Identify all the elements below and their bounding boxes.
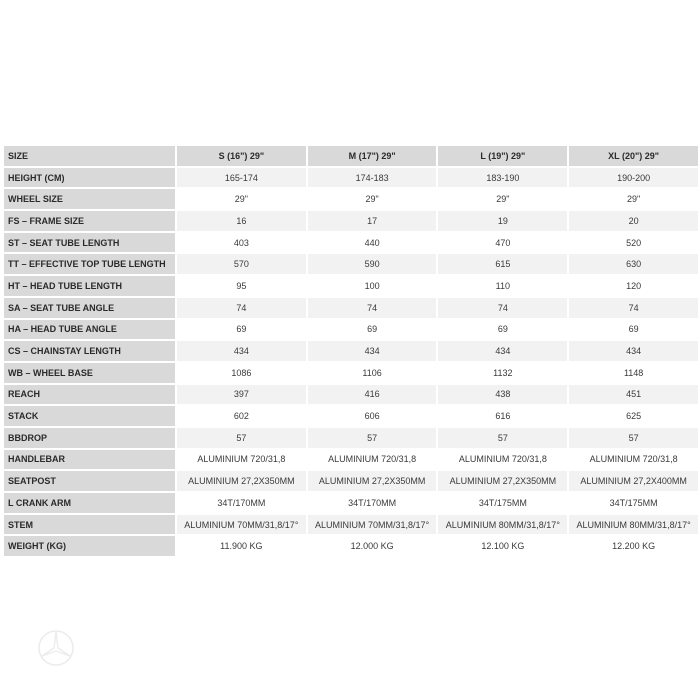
row-label: STACK <box>4 406 175 426</box>
table-cell: 602 <box>177 406 306 426</box>
table-row <box>4 493 698 513</box>
row-label: FS – FRAME SIZE <box>4 211 175 231</box>
table-cell: 434 <box>308 341 437 361</box>
table-cell: 416 <box>308 385 437 405</box>
header-size-label: SIZE <box>4 146 175 166</box>
table-cell: 1148 <box>569 363 698 383</box>
table-cell: 165-174 <box>177 168 306 188</box>
table-cell: 440 <box>308 233 437 253</box>
table-cell: ALUMINIUM 27,2X350MM <box>438 471 567 491</box>
table-cell: 403 <box>177 233 306 253</box>
table-cell: ALUMINIUM 70MM/31,8/17° <box>308 515 437 535</box>
row-label: BBDROP <box>4 428 175 448</box>
table-row <box>4 515 698 535</box>
row-label: CS – CHAINSTAY LENGTH <box>4 341 175 361</box>
table-cell: 1086 <box>177 363 306 383</box>
table-cell: ALUMINIUM 70MM/31,8/17° <box>177 515 306 535</box>
row-label: REACH <box>4 385 175 405</box>
table-cell: 616 <box>438 406 567 426</box>
header-size-s: S (16") 29" <box>177 146 306 166</box>
star-logo-icon <box>36 628 76 668</box>
header-size-xl: XL (20") 29" <box>569 146 698 166</box>
table-row <box>4 298 698 318</box>
table-cell: 34T/175MM <box>438 493 567 513</box>
table-cell: 34T/170MM <box>177 493 306 513</box>
table-cell: 434 <box>177 341 306 361</box>
table-row <box>4 406 698 426</box>
table-cell: 16 <box>177 211 306 231</box>
table-cell: 69 <box>438 320 567 340</box>
row-label: WHEEL SIZE <box>4 189 175 209</box>
table-header-row <box>4 146 698 166</box>
table-cell: ALUMINIUM 80MM/31,8/17° <box>569 515 698 535</box>
header-size-l: L (19") 29" <box>438 146 567 166</box>
table-cell: 29" <box>177 189 306 209</box>
table-cell: 17 <box>308 211 437 231</box>
table-cell: 57 <box>438 428 567 448</box>
table-cell: 100 <box>308 276 437 296</box>
row-label: HEIGHT (CM) <box>4 168 175 188</box>
table-cell: 397 <box>177 385 306 405</box>
table-row <box>4 254 698 274</box>
table-cell: 29" <box>308 189 437 209</box>
table-row <box>4 211 698 231</box>
row-label: SEATPOST <box>4 471 175 491</box>
table-row <box>4 471 698 491</box>
table-cell: 19 <box>438 211 567 231</box>
table-cell: 69 <box>308 320 437 340</box>
table-cell: 29" <box>569 189 698 209</box>
table-cell: 57 <box>177 428 306 448</box>
table-cell: 34T/170MM <box>308 493 437 513</box>
table-cell: 434 <box>569 341 698 361</box>
table-cell: ALUMINIUM 27,2X350MM <box>177 471 306 491</box>
table-row <box>4 385 698 405</box>
table-cell: 20 <box>569 211 698 231</box>
table-cell: 174-183 <box>308 168 437 188</box>
row-label: HT – HEAD TUBE LENGTH <box>4 276 175 296</box>
table-row <box>4 428 698 448</box>
table-cell: 438 <box>438 385 567 405</box>
table-cell: 74 <box>438 298 567 318</box>
table-cell: ALUMINIUM 27,2X400MM <box>569 471 698 491</box>
table-cell: 34T/175MM <box>569 493 698 513</box>
table-cell: 615 <box>438 254 567 274</box>
table-cell: 69 <box>177 320 306 340</box>
table-cell: 74 <box>569 298 698 318</box>
table-cell: 110 <box>438 276 567 296</box>
table-cell: ALUMINIUM 720/31,8 <box>177 450 306 470</box>
table-cell: 12.200 KG <box>569 536 698 556</box>
geometry-table <box>2 144 700 558</box>
table-row <box>4 168 698 188</box>
table-cell: 630 <box>569 254 698 274</box>
table-cell: 606 <box>308 406 437 426</box>
row-label: ST – SEAT TUBE LENGTH <box>4 233 175 253</box>
table-row <box>4 450 698 470</box>
table-cell: 11.900 KG <box>177 536 306 556</box>
row-label: STEM <box>4 515 175 535</box>
table-cell: 95 <box>177 276 306 296</box>
table-cell: 12.100 KG <box>438 536 567 556</box>
row-label: WB – WHEEL BASE <box>4 363 175 383</box>
header-size-m: M (17") 29" <box>308 146 437 166</box>
row-label: L CRANK ARM <box>4 493 175 513</box>
table-cell: 57 <box>308 428 437 448</box>
row-label: HA – HEAD TUBE ANGLE <box>4 320 175 340</box>
table-cell: ALUMINIUM 80MM/31,8/17° <box>438 515 567 535</box>
table-cell: 29" <box>438 189 567 209</box>
table-row <box>4 189 698 209</box>
table-cell: ALUMINIUM 720/31,8 <box>308 450 437 470</box>
table-cell: 120 <box>569 276 698 296</box>
table-cell: 470 <box>438 233 567 253</box>
table-row <box>4 536 698 556</box>
table-cell: 69 <box>569 320 698 340</box>
row-label: WEIGHT (KG) <box>4 536 175 556</box>
table-body <box>4 168 698 556</box>
row-label: SA – SEAT TUBE ANGLE <box>4 298 175 318</box>
table-row <box>4 363 698 383</box>
table-cell: 625 <box>569 406 698 426</box>
table-row <box>4 276 698 296</box>
table-cell: 183-190 <box>438 168 567 188</box>
table-cell: 520 <box>569 233 698 253</box>
table-cell: ALUMINIUM 27,2X350MM <box>308 471 437 491</box>
table-row <box>4 233 698 253</box>
table-cell: 12.000 KG <box>308 536 437 556</box>
row-label: TT – EFFECTIVE TOP TUBE LENGTH <box>4 254 175 274</box>
table-cell: ALUMINIUM 720/31,8 <box>438 450 567 470</box>
table-cell: 451 <box>569 385 698 405</box>
table-cell: 570 <box>177 254 306 274</box>
row-label: HANDLEBAR <box>4 450 175 470</box>
table-row <box>4 320 698 340</box>
table-cell: 590 <box>308 254 437 274</box>
table-cell: 57 <box>569 428 698 448</box>
table-cell: ALUMINIUM 720/31,8 <box>569 450 698 470</box>
table-row <box>4 341 698 361</box>
table-cell: 74 <box>308 298 437 318</box>
table-cell: 1132 <box>438 363 567 383</box>
table-cell: 74 <box>177 298 306 318</box>
table-cell: 1106 <box>308 363 437 383</box>
table-cell: 190-200 <box>569 168 698 188</box>
table-cell: 434 <box>438 341 567 361</box>
